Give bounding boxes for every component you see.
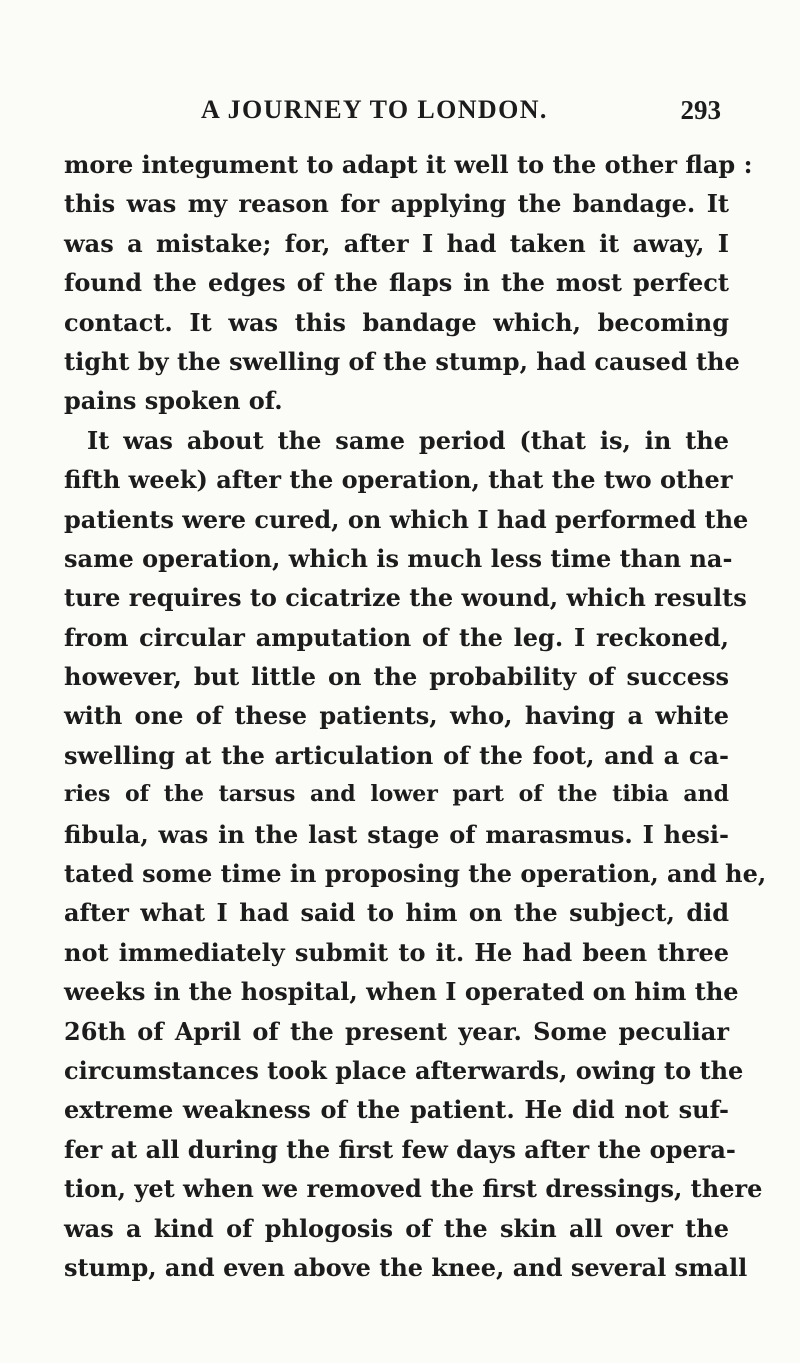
text-line: tion, yet when we removed the first dressings, there	[64, 1174, 763, 1204]
text-line: 26th of April of the present year. Some peculiar	[64, 1016, 729, 1046]
text-line: It was about the same period (that is, in the	[87, 425, 729, 455]
text-line: fibula, was in the last stage of marasmus. I hesi-	[64, 819, 729, 849]
text-line: however, but little on the probability of success	[64, 662, 729, 692]
text-line: from circular amputation of the leg. I reckoned,	[64, 622, 729, 652]
page-number: 293	[680, 95, 721, 125]
text-line: circumstances took place afterwards, owing to the	[64, 1055, 744, 1085]
text-line: with one of these patients, who, having a white	[64, 701, 729, 731]
text-line: stump, and even above the knee, and several small	[64, 1252, 748, 1282]
text-line: same operation, which is much less time than na-	[64, 543, 733, 573]
text-line: tated some time in proposing the operation, and he,	[64, 859, 767, 889]
text-line: ries of the tarsus and lower part of the tibia and	[64, 781, 729, 808]
text-line: pains spoken of.	[64, 386, 283, 416]
text-line: contact. It was this bandage which, becoming	[64, 307, 729, 337]
text-line: was a kind of phlogosis of the skin all over the	[64, 1213, 729, 1243]
text-line: swelling at the articulation of the foot, and a ca-	[64, 740, 729, 770]
text-line: this was my reason for applying the bandage. It	[64, 189, 729, 219]
text-line: fifth week) after the operation, that the two other	[64, 465, 733, 495]
text-line: found the edges of the flaps in the most perfect	[64, 268, 729, 298]
text-line: fer at all during the first few days after the opera-	[64, 1134, 736, 1164]
text-line: patients were cured, on which I had performed the	[64, 504, 749, 534]
text-line: tight by the swelling of the stump, had caused the	[64, 346, 740, 376]
body-text	[64, 145, 767, 1287]
text-line: was a mistake; for, after I had taken it away, I	[64, 228, 729, 258]
running-head	[201, 92, 721, 128]
text-line: not immediately submit to it. He had been three	[64, 937, 729, 967]
running-title: A JOURNEY TO LONDON.	[201, 95, 548, 124]
text-line: more integument to adapt it well to the other flap :	[64, 150, 753, 179]
text-line: after what I had said to him on the subject, did	[64, 898, 729, 928]
text-line: ture requires to cicatrize the wound, which results	[64, 583, 747, 613]
text-line: extreme weakness of the patient. He did not suf-	[64, 1095, 729, 1125]
text-line: weeks in the hospital, when I operated on him the	[64, 977, 739, 1007]
